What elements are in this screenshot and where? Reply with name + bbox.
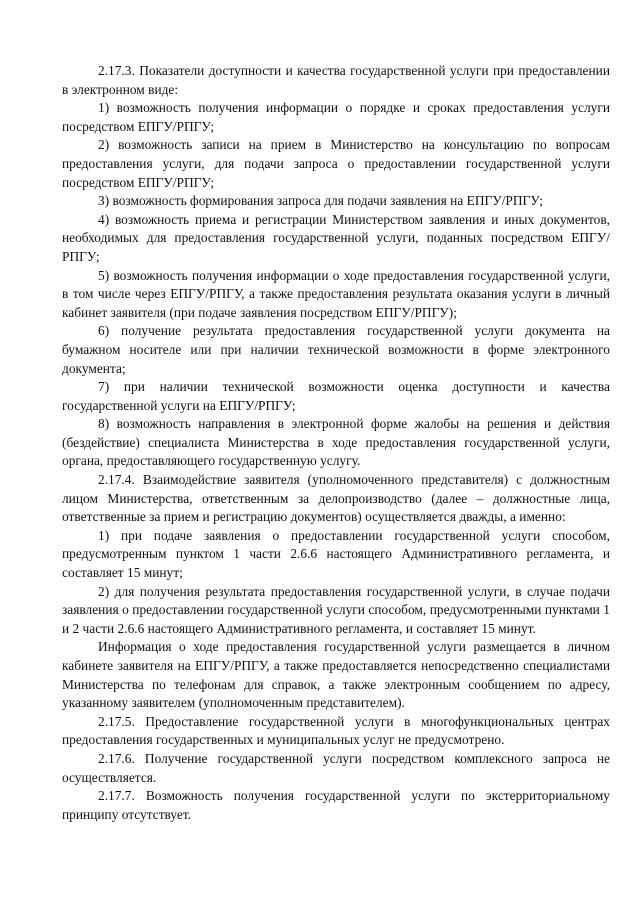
section-2-17-5-paragraph: 2.17.5. Предоставление государственной услуги в многофункциональных центрах предоставления государственных и муниципальных услуг не предусмотрено. <box>62 713 610 748</box>
list-item: 8) возможность направления в электронной форме жалобы на решения и действия (бездействие) специалиста Министерства в ходе предоставления государственной услуги, органа, предоставляющего государственную услугу. <box>62 416 610 469</box>
section-2-17-4-paragraph: 2.17.4. Взаимодействие заявителя (уполномоченного представителя) с должностным лицом Министерства, ответственным за делопроизводство (далее – должностные лица, ответственные за прием и регистрацию документов) осуществляется дважды, а именно: <box>62 472 610 525</box>
list-item: 2) возможность записи на прием в Министерство на консультацию по вопросам предоставления услуги, для подачи запроса о предоставлении государственной услуги посредством ЕПГУ/РПГУ; <box>62 137 610 190</box>
section-2-17-6-paragraph: 2.17.6. Получение государственной услуги посредством комплексного запроса не осуществляется. <box>62 750 610 785</box>
list-item: 2) для получения результата предоставления государственной услуги, в случае подачи заявления о предоставлении государственной услуги способом, предусмотренными пунктами 1 и 2 части 2.6.6 настоящего Административного регламента, и составляет 15 минут. <box>62 583 610 636</box>
list-item: 1) при подаче заявления о предоставлении государственной услуги способом, предусмотренным пунктом 1 части 2.6.6 настоящего Административного регламента, и составляет 15 минут; <box>62 527 610 581</box>
list-item: 3) возможность формирования запроса для подачи заявления на ЕПГУ/РПГУ; <box>98 193 543 209</box>
list-item: 7) при наличии технической возможности оценка доступности и качества государственной услуги на ЕПГУ/РПГУ; <box>62 379 610 413</box>
list-item: 6) получение результата предоставления государственной услуги документа на бумажном носителе или при наличии технической возможности в форме электронного документа; <box>62 323 610 376</box>
list-item: 1) возможность получения информации о порядке и сроках предоставления услуги посредством ЕПГУ/РПГУ; <box>62 100 610 134</box>
list-item: 5) возможность получения информации о ходе предоставления государственной услуги, в том числе через ЕПГУ/РПГУ, а также предоставления результата оказания услуги в личный кабинет заявителя (при подаче заявления посредством ЕПГУ/РПГУ); <box>62 267 610 320</box>
section-2-17-7-paragraph: 2.17.7. Возможность получения государственной услуги по экстерриториальному принципу отсутствует. <box>62 788 610 822</box>
section-2-17-3-heading: 2.17.3. Показатели доступности и качества государственной услуги при предоставлении в электронном виде: <box>62 63 610 97</box>
list-item: 4) возможность приема и регистрации Министерством заявления и иных документов, необходимых для предоставления государственной услуги, поданных посредством ЕПГУ/РПГУ; <box>62 211 610 264</box>
information-paragraph: Информация о ходе предоставления государственной услуги размещается в личном кабинете заявителя на ЕПГУ/РПГУ, а также предоставляется непосредственно специалистами Министерства по телефонам для справок, а также электронным сообщением по адресу, указанному заявителем (уполномоченным представителем). <box>62 639 610 711</box>
